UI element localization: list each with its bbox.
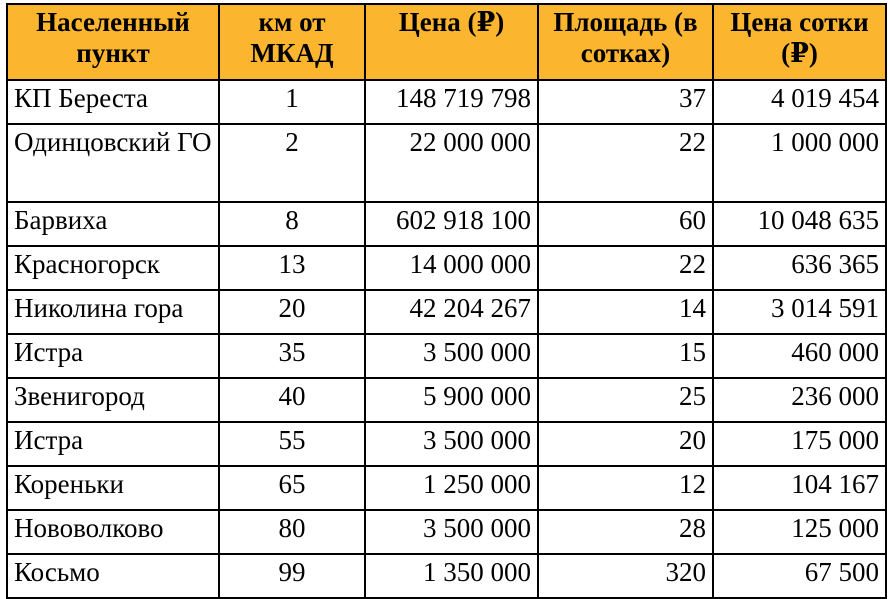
cell-price: 602 918 100 (365, 202, 538, 246)
cell-price: 1 250 000 (365, 466, 538, 510)
cell-settlement: Николина гора (7, 290, 219, 334)
table-row (7, 80, 886, 124)
header-price: Цена (₽) (365, 4, 538, 80)
cell-price-per-sotka: 4 019 454 (713, 80, 886, 124)
table-row (7, 466, 886, 510)
cell-km: 55 (219, 422, 365, 466)
cell-km: 40 (219, 378, 365, 422)
cell-km: 65 (219, 466, 365, 510)
cell-km: 2 (219, 124, 365, 202)
cell-price: 148 719 798 (365, 80, 538, 124)
cell-area: 15 (538, 334, 713, 378)
cell-area: 20 (538, 422, 713, 466)
table-row (7, 378, 886, 422)
header-row (7, 4, 886, 80)
cell-area: 60 (538, 202, 713, 246)
cell-price: 3 500 000 (365, 510, 538, 554)
cell-price-per-sotka: 236 000 (713, 378, 886, 422)
land-price-table (6, 3, 887, 599)
header-km-from-mkad: км от МКАД (219, 4, 365, 80)
cell-price-per-sotka: 460 000 (713, 334, 886, 378)
cell-price-per-sotka: 125 000 (713, 510, 886, 554)
cell-price: 5 900 000 (365, 378, 538, 422)
cell-price: 14 000 000 (365, 246, 538, 290)
cell-price: 1 350 000 (365, 554, 538, 598)
cell-area: 22 (538, 246, 713, 290)
table-row (7, 246, 886, 290)
cell-settlement: Нововолково (7, 510, 219, 554)
cell-km: 1 (219, 80, 365, 124)
header-settlement: Населенный пункт (7, 4, 219, 80)
land-price-table-container (6, 3, 887, 599)
cell-km: 99 (219, 554, 365, 598)
cell-price-per-sotka: 1 000 000 (713, 124, 886, 202)
cell-price: 42 204 267 (365, 290, 538, 334)
cell-price: 22 000 000 (365, 124, 538, 202)
table-row (7, 290, 886, 334)
cell-settlement: Истра (7, 422, 219, 466)
cell-price-per-sotka: 104 167 (713, 466, 886, 510)
cell-km: 13 (219, 246, 365, 290)
cell-settlement: Кореньки (7, 466, 219, 510)
table-header (7, 4, 886, 80)
cell-settlement: Красногорск (7, 246, 219, 290)
cell-km: 20 (219, 290, 365, 334)
header-price-per-sotka: Цена сотки (₽) (713, 4, 886, 80)
table-row (7, 202, 886, 246)
cell-settlement: Звенигород (7, 378, 219, 422)
cell-settlement: Барвиха (7, 202, 219, 246)
cell-km: 35 (219, 334, 365, 378)
cell-price-per-sotka: 3 014 591 (713, 290, 886, 334)
cell-price-per-sotka: 636 365 (713, 246, 886, 290)
cell-settlement: Истра (7, 334, 219, 378)
cell-km: 80 (219, 510, 365, 554)
cell-price-per-sotka: 175 000 (713, 422, 886, 466)
cell-price: 3 500 000 (365, 334, 538, 378)
table-row (7, 554, 886, 598)
cell-price-per-sotka: 10 048 635 (713, 202, 886, 246)
table-row (7, 334, 886, 378)
cell-km: 8 (219, 202, 365, 246)
cell-area: 25 (538, 378, 713, 422)
cell-settlement: Одинцовский ГО (7, 124, 219, 202)
cell-area: 12 (538, 466, 713, 510)
cell-price: 3 500 000 (365, 422, 538, 466)
table-row (7, 510, 886, 554)
cell-price-per-sotka: 67 500 (713, 554, 886, 598)
cell-area: 14 (538, 290, 713, 334)
table-body (7, 80, 886, 598)
table-row (7, 422, 886, 466)
cell-area: 22 (538, 124, 713, 202)
cell-area: 37 (538, 80, 713, 124)
cell-area: 28 (538, 510, 713, 554)
cell-area: 320 (538, 554, 713, 598)
cell-settlement: КП Береста (7, 80, 219, 124)
cell-settlement: Косьмо (7, 554, 219, 598)
table-row (7, 124, 886, 202)
header-area: Площадь (в сотках) (538, 4, 713, 80)
